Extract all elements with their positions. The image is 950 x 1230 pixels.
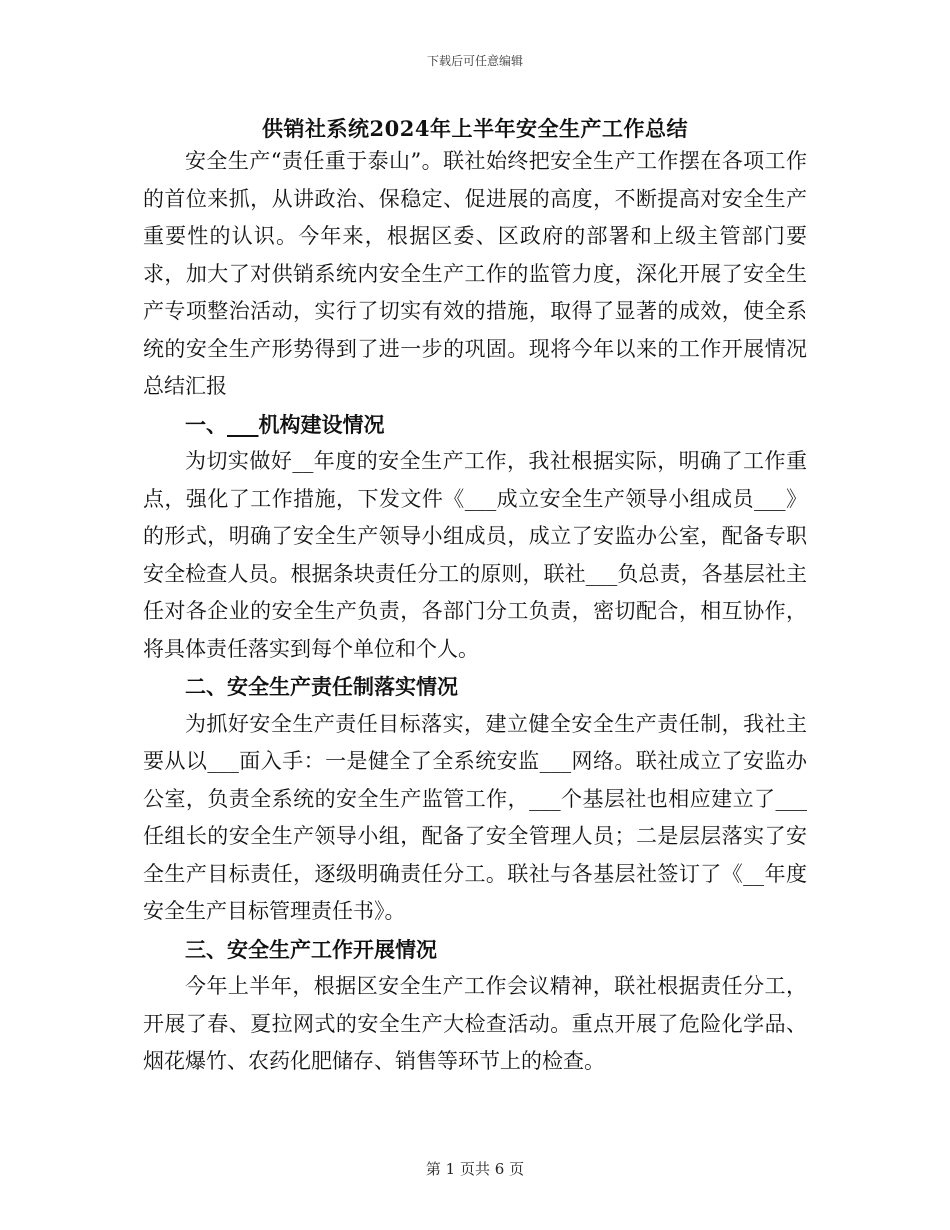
page-number: 第 1 页共 6 页 bbox=[425, 1160, 525, 1178]
section-3-heading: 三、安全生产工作开展情况 bbox=[185, 936, 437, 962]
document-title: 供销社系统2024年上半年安全生产工作总结 bbox=[262, 116, 688, 141]
section-3-body: 今年上半年，根据区安全生产工作会议精神，联社根据责任分工，开展了春、夏拉网式的安全生产大检查活动。重点开展了危险化学品、烟花爆竹、农药化肥储存、销售等环节上的检查。 bbox=[143, 974, 807, 1073]
document-body bbox=[143, 143, 807, 1081]
section-1-body: 为切实做好__年度的安全生产工作，我社根据实际，明确了工作重点，强化了工作措施，下发文件《___成立安全生产领导小组成员___》的形式，明确了安全生产领导小组成员，成立了安监办公室，配备专职安全检查人员。根据条块责任分工的原则，联社___负总责，各基层社主任对各企业的安全生产负责，各部门分工负责，密切配合，相互协作，将具体责任落实到每个单位和个人。 bbox=[143, 449, 807, 661]
section-1-heading: 一、___机构建设情况 bbox=[185, 411, 385, 437]
section-2-body: 为抓好安全生产责任目标落实，建立健全安全生产责任制，我社主要从以___面入手：一是健全了全系统安监___网络。联社成立了安监办公室，负责全系统的安全生产监管工作，___个基层社也相应建立了___任组长的安全生产领导小组，配备了安全管理人员；二是层层落实了安全生产目标责任，逐级明确责任分工。联社与各基层社签订了《__年度安全生产目标管理责任书》。 bbox=[143, 711, 807, 923]
section-2-heading: 二、安全生产责任制落实情况 bbox=[185, 674, 458, 699]
header-note: 下载后可任意编辑 bbox=[426, 54, 523, 68]
intro-paragraph: 安全生产“责任重于泰山”。联社始终把安全生产工作摆在各项工作的首位来抓，从讲政治、保稳定、促进展的高度，不断提高对安全生产重要性的认识。今年来，根据区委、区政府的部署和上级主管部门要求，加大了对供销系统内安全生产工作的监管力度，深化开展了安全生产专项整治活动，实行了切实有效的措施，取得了显著的成效，使全系统的安全生产形势得到了进一步的巩固。现将今年以来的工作开展情况总结汇报 bbox=[143, 149, 807, 398]
